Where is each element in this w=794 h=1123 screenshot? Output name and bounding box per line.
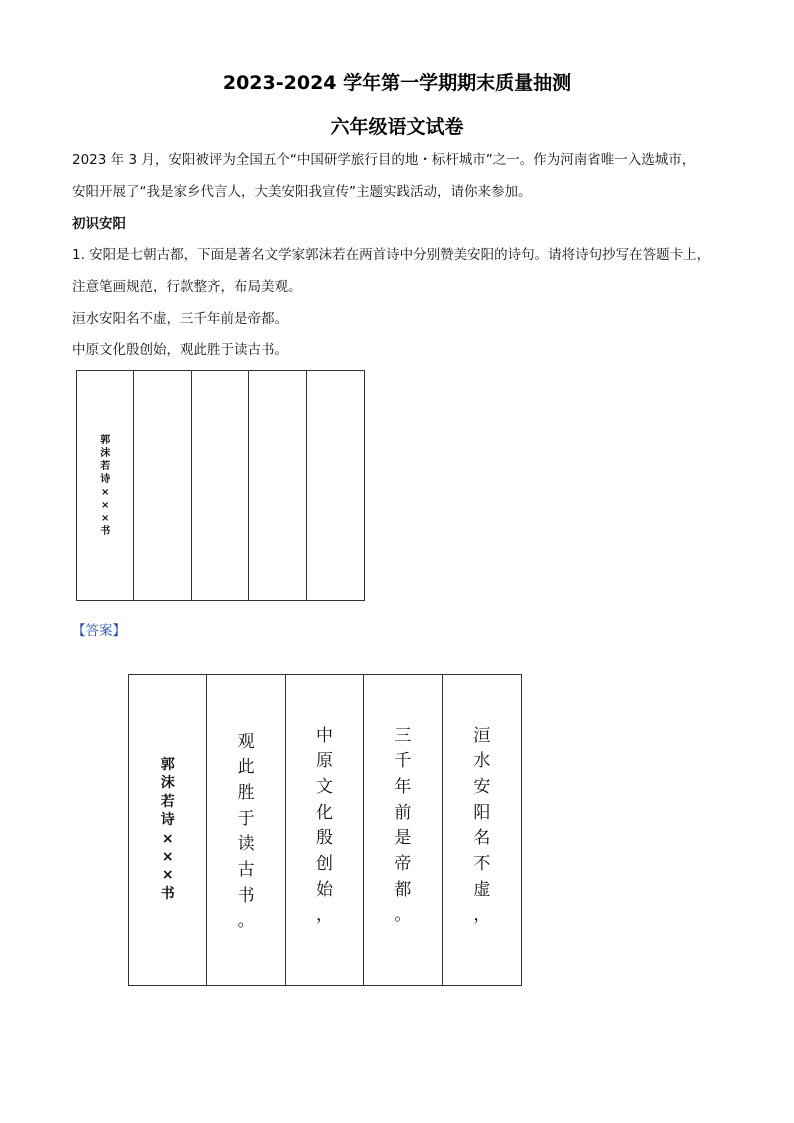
- signature-char: ×: [101, 512, 110, 524]
- signature-char: 郭: [100, 434, 111, 446]
- poem-char: 文: [316, 776, 334, 797]
- signature-char: 沫: [160, 775, 175, 792]
- blank-answer-grid: [76, 370, 365, 601]
- signature-column: [77, 371, 134, 600]
- signature-char: 书: [160, 885, 175, 902]
- signature-char: 书: [100, 525, 111, 537]
- poem-char: 原: [316, 751, 334, 772]
- poem-char: 洹: [473, 725, 491, 746]
- poem-char: 水: [473, 751, 491, 772]
- signature-char: ×: [161, 867, 174, 884]
- exam-title: 2023-2024 学年第一学期期末质量抽测: [222, 72, 572, 94]
- poem-char: ，: [473, 905, 491, 926]
- poem-char: 阳: [473, 802, 491, 823]
- signature-char: 郭: [160, 756, 175, 773]
- poem-char: 。: [394, 905, 412, 926]
- poem-line-1: 洹水安阳名不虚，三千年前是帝都。: [72, 311, 288, 327]
- answer-grid: [128, 674, 522, 986]
- poem-char: 虚: [473, 879, 491, 900]
- intro-paragraph-line-1: 2023 年 3 月，安阳被评为全国五个“中国研学旅行目的地・标杆城市”之一。作为河南省唯一入选城市，: [72, 152, 696, 168]
- poem-char: 不: [473, 853, 491, 874]
- poem-char: 安: [473, 776, 491, 797]
- answer-column: [364, 675, 442, 985]
- signature-char: 诗: [100, 473, 111, 485]
- signature-char: ×: [161, 830, 174, 847]
- signature-char: 沫: [100, 447, 111, 459]
- answer-label: 【答案】: [72, 623, 126, 639]
- blank-column: [134, 371, 191, 600]
- blank-column: [249, 371, 306, 600]
- poem-char: 胜: [237, 782, 255, 803]
- poem-char: 此: [237, 757, 255, 778]
- poem-char: 殷: [316, 828, 334, 849]
- poem-char: 读: [237, 834, 255, 855]
- signature-char: 诗: [160, 812, 175, 829]
- poem-line-2: 中原文化殷创始，观此胜于读古书。: [72, 342, 288, 358]
- signature-char: ×: [101, 499, 110, 511]
- poem-char: 化: [316, 802, 334, 823]
- signature-char: 若: [160, 793, 175, 810]
- poem-char: 都: [394, 879, 412, 900]
- section-heading: 初识安阳: [72, 216, 126, 232]
- poem-char: 始: [316, 879, 334, 900]
- signature-char: 若: [100, 460, 111, 472]
- poem-char: 。: [237, 911, 255, 932]
- answer-column: [207, 675, 285, 985]
- poem-char: 创: [316, 853, 334, 874]
- poem-char: 帝: [394, 853, 412, 874]
- poem-char: 古: [237, 859, 255, 880]
- signature-char: ×: [101, 486, 110, 498]
- poem-char: ，: [316, 905, 334, 926]
- answer-column: [443, 675, 521, 985]
- intro-paragraph-line-2: 安阳开展了“我是家乡代言人，大美安阳我宣传”主题实践活动，请你来参加。: [72, 184, 532, 200]
- poem-char: 于: [237, 808, 255, 829]
- poem-char: 中: [316, 725, 334, 746]
- signature-char: ×: [161, 848, 174, 865]
- poem-char: 前: [394, 802, 412, 823]
- answer-column: [286, 675, 364, 985]
- poem-char: 书: [237, 885, 255, 906]
- poem-char: 三: [394, 725, 412, 746]
- poem-char: 是: [394, 828, 412, 849]
- signature-column: [129, 675, 207, 985]
- poem-char: 名: [473, 828, 491, 849]
- blank-column: [192, 371, 249, 600]
- poem-char: 年: [394, 776, 412, 797]
- poem-char: 观: [237, 731, 255, 752]
- question-1-line-2: 注意笔画规范，行款整齐，布局美观。: [72, 279, 302, 295]
- question-1-line-1: 1. 安阳是七朝古都，下面是著名文学家郭沫若在两首诗中分别赞美安阳的诗句。请将诗句抄写在答题卡上，: [72, 247, 711, 263]
- blank-column: [307, 371, 364, 600]
- exam-subtitle: 六年级语文试卷: [330, 116, 464, 138]
- poem-char: 千: [394, 751, 412, 772]
